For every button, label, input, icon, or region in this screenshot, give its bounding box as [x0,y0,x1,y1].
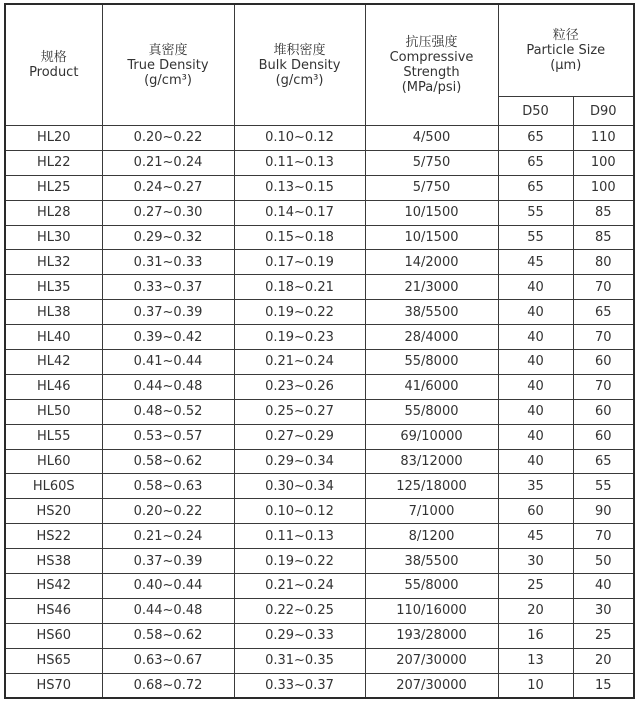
cell-product: HL55 [5,424,102,449]
cell-compressive-strength: 55/8000 [365,399,498,424]
cell-compressive-strength: 5/750 [365,175,498,200]
cell-d90: 60 [573,399,634,424]
cell-product: HL42 [5,350,102,375]
cell-product: HL46 [5,374,102,399]
cell-d90: 40 [573,574,634,599]
cell-bulk-density: 0.10~0.12 [234,499,365,524]
table-body [5,126,634,699]
cell-true-density: 0.41~0.44 [102,350,234,375]
table-row [5,275,634,300]
cell-compressive-strength: 10/1500 [365,200,498,225]
cell-compressive-strength: 83/12000 [365,449,498,474]
cell-d50: 65 [498,150,573,175]
cell-d90: 60 [573,424,634,449]
table-row [5,399,634,424]
cell-compressive-strength: 10/1500 [365,225,498,250]
cell-d50: 60 [498,499,573,524]
cell-product: HL50 [5,399,102,424]
cell-compressive-strength: 55/8000 [365,350,498,375]
cell-d90: 20 [573,648,634,673]
cell-compressive-strength: 4/500 [365,126,498,151]
cell-compressive-strength: 69/10000 [365,424,498,449]
cell-product: HS65 [5,648,102,673]
cell-product: HL60 [5,449,102,474]
header-bulk-density [234,4,365,126]
cell-d50: 55 [498,225,573,250]
header-strength-en2: Strength [403,65,460,80]
cell-d90: 80 [573,250,634,275]
cell-d90: 65 [573,449,634,474]
cell-compressive-strength: 193/28000 [365,623,498,648]
cell-bulk-density: 0.14~0.17 [234,200,365,225]
cell-d50: 20 [498,598,573,623]
header-product-en: Product [29,65,79,80]
cell-bulk-density: 0.11~0.13 [234,150,365,175]
cell-true-density: 0.58~0.63 [102,474,234,499]
cell-compressive-strength: 5/750 [365,150,498,175]
cell-product: HL60S [5,474,102,499]
cell-compressive-strength: 21/3000 [365,275,498,300]
cell-product: HL28 [5,200,102,225]
cell-bulk-density: 0.17~0.19 [234,250,365,275]
product-spec-table [4,3,635,699]
cell-true-density: 0.44~0.48 [102,598,234,623]
table-row [5,524,634,549]
cell-true-density: 0.20~0.22 [102,499,234,524]
cell-compressive-strength: 55/8000 [365,574,498,599]
cell-d90: 15 [573,673,634,698]
cell-product: HL30 [5,225,102,250]
cell-bulk-density: 0.13~0.15 [234,175,365,200]
cell-d50: 13 [498,648,573,673]
cell-d90: 85 [573,225,634,250]
cell-bulk-density: 0.21~0.24 [234,350,365,375]
cell-true-density: 0.24~0.27 [102,175,234,200]
cell-product: HS22 [5,524,102,549]
cell-true-density: 0.29~0.32 [102,225,234,250]
cell-bulk-density: 0.33~0.37 [234,673,365,698]
header-strength-en1: Compressive [389,50,474,65]
cell-compressive-strength: 110/16000 [365,598,498,623]
cell-true-density: 0.21~0.24 [102,150,234,175]
table-row [5,175,634,200]
header-d50: D50 [498,97,573,126]
table-row [5,126,634,151]
cell-d90: 25 [573,623,634,648]
table-row [5,300,634,325]
header-compressive-strength [365,4,498,126]
cell-d50: 40 [498,325,573,350]
cell-d90: 55 [573,474,634,499]
cell-d90: 90 [573,499,634,524]
cell-product: HS20 [5,499,102,524]
cell-d90: 70 [573,524,634,549]
cell-d50: 55 [498,200,573,225]
header-bulk-density-unit: (g/cm³) [275,72,324,88]
cell-d50: 40 [498,374,573,399]
header-d90: D90 [573,97,634,126]
header-product-zh: 规格 [40,50,67,65]
cell-compressive-strength: 38/5500 [365,300,498,325]
cell-product: HL25 [5,175,102,200]
header-particle-size-unit: (μm) [550,58,582,73]
cell-bulk-density: 0.21~0.24 [234,574,365,599]
table-row [5,225,634,250]
cell-true-density: 0.21~0.24 [102,524,234,549]
cell-product: HS42 [5,574,102,599]
table-row [5,648,634,673]
cell-d50: 40 [498,449,573,474]
cell-bulk-density: 0.22~0.25 [234,598,365,623]
cell-bulk-density: 0.25~0.27 [234,399,365,424]
cell-product: HL32 [5,250,102,275]
cell-bulk-density: 0.15~0.18 [234,225,365,250]
cell-bulk-density: 0.19~0.22 [234,549,365,574]
table-row [5,424,634,449]
header-product [5,4,102,126]
table-row [5,598,634,623]
cell-bulk-density: 0.23~0.26 [234,374,365,399]
table-row [5,449,634,474]
cell-product: HS38 [5,549,102,574]
cell-compressive-strength: 207/30000 [365,648,498,673]
cell-product: HS70 [5,673,102,698]
cell-product: HL40 [5,325,102,350]
table-row [5,499,634,524]
cell-compressive-strength: 125/18000 [365,474,498,499]
cell-product: HL38 [5,300,102,325]
cell-true-density: 0.48~0.52 [102,399,234,424]
cell-product: HS60 [5,623,102,648]
header-particle-size-en: Particle Size [526,43,606,58]
table-row [5,623,634,648]
cell-d90: 50 [573,549,634,574]
cell-d90: 110 [573,126,634,151]
cell-true-density: 0.68~0.72 [102,673,234,698]
cell-true-density: 0.31~0.33 [102,250,234,275]
table-row [5,673,634,698]
header-true-density-zh: 真密度 [148,42,188,58]
cell-d90: 30 [573,598,634,623]
cell-bulk-density: 0.29~0.33 [234,623,365,648]
cell-compressive-strength: 207/30000 [365,673,498,698]
cell-d50: 10 [498,673,573,698]
cell-true-density: 0.39~0.42 [102,325,234,350]
table-row [5,250,634,275]
cell-bulk-density: 0.31~0.35 [234,648,365,673]
cell-d90: 100 [573,175,634,200]
cell-bulk-density: 0.10~0.12 [234,126,365,151]
cell-bulk-density: 0.18~0.21 [234,275,365,300]
cell-true-density: 0.58~0.62 [102,449,234,474]
cell-true-density: 0.37~0.39 [102,549,234,574]
cell-d90: 70 [573,325,634,350]
header-particle-size [498,4,634,97]
cell-d50: 35 [498,474,573,499]
table-row [5,474,634,499]
cell-d90: 65 [573,300,634,325]
cell-d50: 40 [498,350,573,375]
cell-d90: 60 [573,350,634,375]
cell-bulk-density: 0.30~0.34 [234,474,365,499]
cell-d50: 40 [498,424,573,449]
cell-product: HL20 [5,126,102,151]
cell-true-density: 0.37~0.39 [102,300,234,325]
cell-d90: 70 [573,275,634,300]
header-true-density [102,4,234,126]
cell-d50: 65 [498,175,573,200]
cell-compressive-strength: 28/4000 [365,325,498,350]
cell-bulk-density: 0.19~0.23 [234,325,365,350]
table-row [5,150,634,175]
cell-compressive-strength: 38/5500 [365,549,498,574]
cell-d90: 100 [573,150,634,175]
cell-product: HL35 [5,275,102,300]
cell-product: HL22 [5,150,102,175]
table-row [5,374,634,399]
cell-bulk-density: 0.29~0.34 [234,449,365,474]
cell-d50: 45 [498,250,573,275]
table-row [5,200,634,225]
cell-d50: 65 [498,126,573,151]
cell-d50: 40 [498,399,573,424]
cell-bulk-density: 0.27~0.29 [234,424,365,449]
cell-compressive-strength: 7/1000 [365,499,498,524]
cell-true-density: 0.58~0.62 [102,623,234,648]
cell-true-density: 0.20~0.22 [102,126,234,151]
cell-true-density: 0.27~0.30 [102,200,234,225]
cell-product: HS46 [5,598,102,623]
header-true-density-unit: (g/cm³) [144,72,192,88]
header-strength-zh: 抗压强度 [405,35,458,50]
cell-d90: 85 [573,200,634,225]
cell-compressive-strength: 8/1200 [365,524,498,549]
header-strength-unit: (MPa/psi) [401,80,462,95]
table-row [5,325,634,350]
table-row [5,549,634,574]
header-bulk-density-en: Bulk Density [258,57,341,73]
cell-true-density: 0.40~0.44 [102,574,234,599]
cell-bulk-density: 0.19~0.22 [234,300,365,325]
cell-true-density: 0.44~0.48 [102,374,234,399]
cell-d90: 70 [573,374,634,399]
header-particle-size-zh: 粒径 [552,28,579,43]
cell-d50: 16 [498,623,573,648]
header-true-density-en: True Density [127,57,209,73]
cell-d50: 40 [498,275,573,300]
cell-compressive-strength: 14/2000 [365,250,498,275]
cell-true-density: 0.53~0.57 [102,424,234,449]
cell-true-density: 0.33~0.37 [102,275,234,300]
header-bulk-density-zh: 堆积密度 [273,42,326,58]
table-row [5,350,634,375]
cell-true-density: 0.63~0.67 [102,648,234,673]
cell-d50: 25 [498,574,573,599]
cell-compressive-strength: 41/6000 [365,374,498,399]
cell-d50: 45 [498,524,573,549]
cell-d50: 40 [498,300,573,325]
cell-bulk-density: 0.11~0.13 [234,524,365,549]
cell-d50: 30 [498,549,573,574]
table-row [5,574,634,599]
